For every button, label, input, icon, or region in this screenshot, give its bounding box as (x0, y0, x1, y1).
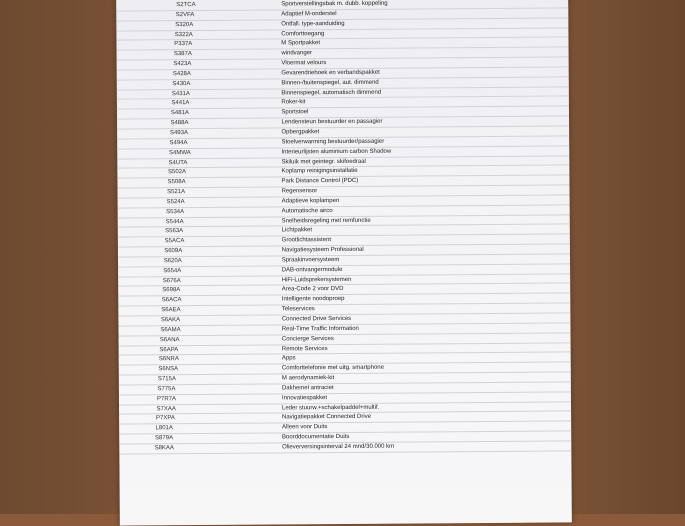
option-code: S524A (166, 198, 185, 206)
option-code: S521A (167, 189, 186, 196)
option-code: S481A (170, 110, 189, 117)
option-description: Spraakinvoersysteem (281, 256, 340, 264)
table-row (119, 441, 571, 454)
option-description: DAB-ontvangermodule (281, 266, 343, 274)
option-description: M Sportpakket (281, 40, 321, 47)
option-code: S7XAA (156, 405, 176, 412)
option-description: Binnen-/buitenspiegel, aut. dimmend (281, 79, 379, 87)
option-description: Adaptieve koplampen (281, 197, 340, 205)
option-code: S563A (165, 228, 184, 235)
option-description: Dakhemel antraciet (281, 384, 334, 392)
option-code: S6AKA (160, 317, 181, 324)
option-description: HiFi-Luidsprekersystemen (281, 276, 352, 284)
option-description: Park Distance Control (PDC) (281, 178, 359, 185)
option-code: S322A (174, 31, 193, 38)
option-code: S387A (173, 51, 192, 58)
option-description: Leder stuurw.+schakelpaddel+multif. (281, 404, 380, 412)
option-description: Olieverversingsinterval 24 mnd/30.000 km (282, 443, 395, 451)
option-description: Automatische airco (281, 207, 333, 215)
option-description: Comforttelefonie met uitg. smartphone (281, 364, 384, 372)
option-code: S534A (166, 208, 185, 215)
option-description: Intelligente noodoproep (281, 296, 345, 303)
option-description: Lendensteun bestuurder en passagier (281, 118, 383, 126)
option-description: windvanger (281, 50, 313, 57)
option-description: Vloermat velours (281, 60, 327, 67)
option-code: S715A (157, 376, 176, 383)
option-description: Navigatiepakket Connected Drive (281, 414, 372, 421)
option-description: Stoelverwarming bestuurder/passagier (281, 138, 385, 146)
option-description: Comforttoegang (281, 30, 325, 37)
option-description: Area-Code 2 voor DVD (281, 286, 344, 293)
option-code: S4MWA (168, 149, 191, 156)
options-list (116, 0, 571, 454)
option-description: Apps (281, 355, 296, 362)
option-code: S428A (172, 70, 191, 78)
option-description: Alleen voor Duits (281, 424, 328, 431)
option-code: S8KAA (154, 445, 174, 452)
option-code: S494A (169, 139, 188, 147)
option-code: P7R7A (156, 395, 177, 403)
option-code: S698A (162, 287, 181, 294)
option-description: Grootlichtassistent (281, 237, 332, 244)
option-code: S2TCA (176, 2, 196, 9)
option-code: S6AMA (160, 326, 181, 334)
option-code: S6ACA (161, 297, 182, 304)
option-description: Teleservices (281, 306, 315, 313)
option-code: S493A (169, 130, 188, 137)
option-code: S6AEA (161, 307, 181, 314)
option-code: S620A (163, 258, 182, 265)
option-code: S508A (167, 179, 186, 186)
option-description: Navigatiesysteem Professional (281, 246, 364, 254)
option-description: Gevarendriehoek en verbandspakket (281, 69, 380, 77)
option-description: Innovatiespakket (281, 394, 328, 402)
option-code: P337A (174, 41, 193, 48)
option-description: Skiluik met geintegr. skifoedraal (281, 158, 366, 165)
option-code: S609A (164, 248, 183, 255)
option-code: S654A (163, 267, 182, 275)
option-description: Ontfall. type-aanduiding (281, 20, 345, 28)
option-description: M aerodynamiek-kit (281, 375, 335, 382)
option-description: Adaptief M-onderstel (281, 10, 337, 18)
option-description: Roker-kit (281, 99, 306, 106)
option-description: Regensensor (281, 188, 318, 195)
option-code: S879A (155, 435, 174, 442)
option-description: Real-Time Traffic Information (281, 325, 359, 333)
paper-sheet (116, 0, 572, 526)
option-code: S6ANA (159, 336, 180, 343)
option-code: S423A (173, 61, 192, 68)
option-description: Lichtpakket (281, 227, 313, 234)
option-description: Sportverstellingsbak m. dubb. koppeling (281, 0, 388, 8)
option-code: S676A (162, 277, 181, 284)
option-code: S6NRA (158, 356, 179, 363)
option-code: P7XPA (155, 415, 175, 422)
option-code: S320A (175, 21, 194, 28)
option-code: S544A (165, 218, 184, 225)
option-description: Opbergpakket (281, 129, 320, 136)
option-description: Concierge Services (281, 335, 334, 343)
option-code: S431A (171, 90, 190, 97)
option-code: S488A (170, 120, 189, 127)
option-description: Connected Drive Services (281, 315, 352, 323)
option-code: S2VFA (175, 11, 195, 19)
option-code: S6NSA (158, 366, 179, 373)
option-code: S6APA (159, 346, 179, 353)
option-description: Sportstoel (281, 109, 309, 116)
option-description: Binnenspiegel, automatisch dimmend (281, 89, 382, 97)
option-description: Boorddocumentatie Duits (282, 434, 350, 441)
option-code: S441A (171, 100, 190, 107)
option-description: Interieurlijsten aluminium carbon Shadow (281, 148, 392, 156)
option-description: Snelheidsregeling met remfunctie (281, 217, 371, 224)
option-code: S4UTA (168, 159, 188, 166)
option-code: L801A (155, 425, 173, 432)
option-code: S430A (172, 80, 191, 87)
option-code: S775A (157, 386, 176, 393)
option-description: Koplamp reinigingsinstallatie (281, 168, 358, 175)
option-description: Remote Services (281, 345, 328, 352)
option-code: S5ACA (164, 238, 185, 245)
option-code: S502A (168, 169, 187, 176)
